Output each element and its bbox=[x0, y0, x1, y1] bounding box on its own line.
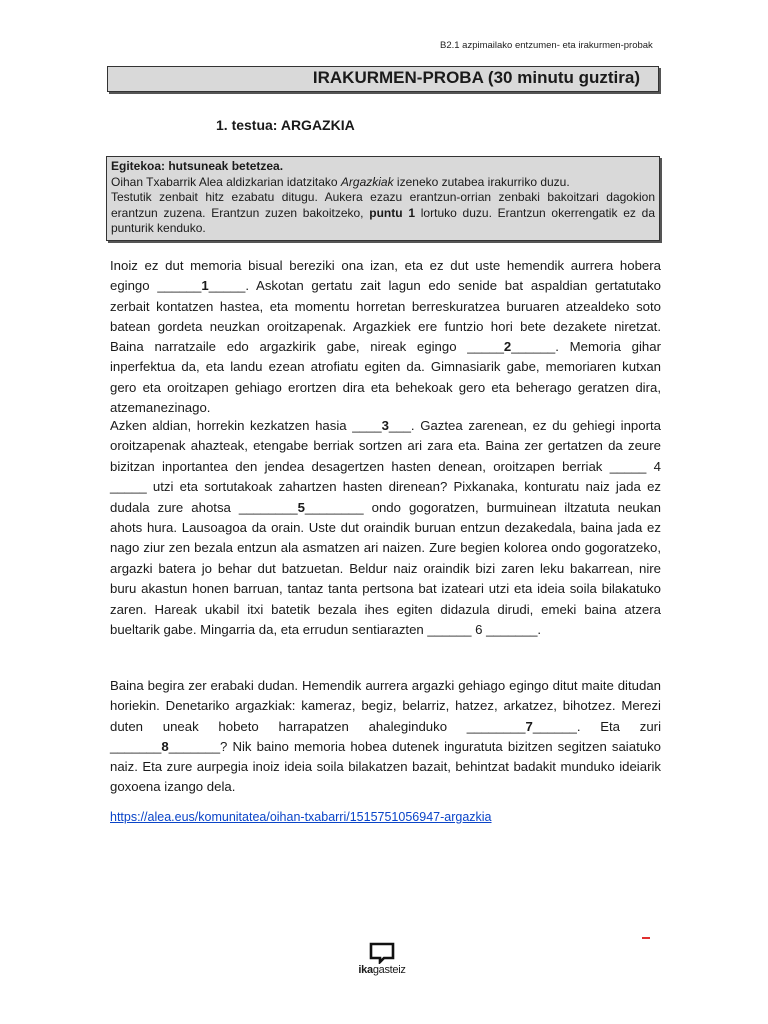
gap-2: 2 bbox=[503, 339, 512, 355]
red-mark bbox=[642, 937, 650, 939]
speech-bubble-icon bbox=[369, 942, 395, 964]
page-header: B2.1 azpimailako entzumen- eta irakurmen-probak bbox=[440, 40, 653, 51]
task-line-1: Oihan Txabarrik Alea aldizkarian idatzitako Argazkiak izeneko zutabea irakurriko duzu. bbox=[111, 174, 570, 189]
gap-7: 7 bbox=[525, 718, 533, 734]
gap-5: 5 bbox=[297, 499, 305, 515]
logo-text: ikagasteiz bbox=[358, 964, 406, 976]
gap-3: 3 bbox=[381, 418, 389, 433]
page-title: IRAKURMEN-PROBA (30 minutu guztira) bbox=[312, 68, 640, 87]
gap-1: 1 bbox=[201, 278, 209, 294]
paragraph-3: Baina begira zer erabaki dudan. Hemendik aurrera argazki gehiago egingo ditut maite ditudan horiekin. Denetariko argazkiak: kameraz, begiz, belarriz, hatzez, arkatzez, bihotzez. Merezi duten uneak hobeto harrapatzen ahaleginduko ________7______. Eta zuri _______8_______? Nik baino memoria hobea dutenek inguratuta bizitzen segitzen saiatuko naiz. Eta zure aurpegia inoiz ideia soila bilakatzen bazait, behintzat badakit munduko ideiarik goxoena izango dela. bbox=[110, 678, 661, 795]
task-heading: Egitekoa: hutsuneak betetzea. bbox=[111, 159, 284, 173]
title-bar bbox=[107, 66, 659, 92]
task-instructions-box bbox=[106, 156, 660, 241]
source-link[interactable]: https://alea.eus/komunitatea/oihan-txabarri/1515751056947-argazkia bbox=[110, 810, 492, 824]
paragraph-1: Inoiz ez dut memoria bisual bereziki ona izan, eta ez dut uste hemendik aurrera hobera egingo ______1_____. Askotan gertatu zait lagun edo senide bat aspaldian gertatutako zerbait kontatzen hastea, eta momentu horretan berreskuratzea buruaren atzealdeko soto batean gordeta neuzkan oroitzapenak. Argazkiek ere funtzio hori bete dezakete niretzat. Baina narratzaile edo argazkirik gabe, nireak egingo _____2______. Memoria gihar inperfektua da, eta landu ezean atrofiatu egiten da. Gimnasiarik gabe, memoriaren kutxan gero eta oroitzapen gehiago erortzen dira eta behekoak gero eta beherago geratzen dira, atzemanezinago. bbox=[110, 258, 661, 416]
paragraph-2: Azken aldian, horrekin kezkatzen hasia ____3___. Gaztea zarenean, ez du gehiegi inporta oroitzapenak ahazteak, etengabe berriak sortzen ari zara eta. Baina zer gertatzen da zeure bizitzan inportantea den jendea desagertzen hasten denean, oroitzapen berriak _____ 4 _____ utzi eta sortutakoak zahartzen hasten direnean? Pixkanaka, konturatu naiz jada ez dudala zure ahotsa ________5________ ondo gogoratzen, burmuinean iltzatuta neukan ahots hura. Lausoagoa da orain. Uste dut oraindik buruan entzun dezakedala, baina jada ez nago ziur zen bezala entzun ala asmatzen ari naizen. Zure begien kolorea ondo gogoratzeko, argazki batera jo behar dut batzuetan. Beldur naiz oraindik bizi zaren leku bakarrean, nire buru akastun honen barruan, tantaz tanta pertsona bat izateari utzi eta ideia soila bilakatuko zaren. Hareak ukabil itxi batetik bezala ihes egiten didazula dirudi, emeki baina atzera bueltarik gabe. Mingarria da, eta errudun sentiarazten ______ 6 _______. bbox=[110, 418, 662, 638]
section-title: 1. testua: ARGAZKIA bbox=[216, 117, 355, 133]
gap-8: 8 bbox=[161, 738, 169, 754]
ikagasteiz-logo bbox=[352, 942, 412, 976]
task-line-2: Testutik zenbait hitz ezabatu ditugu. Aukera ezazu erantzun-orrian zenbaki bakoitzari dagokion erantzun zuzena. Erantzun zuzen bakoitzeko, puntu 1 lortuko duzu. Erantzun okerrengatik ez da punturik kenduko. bbox=[111, 190, 656, 236]
